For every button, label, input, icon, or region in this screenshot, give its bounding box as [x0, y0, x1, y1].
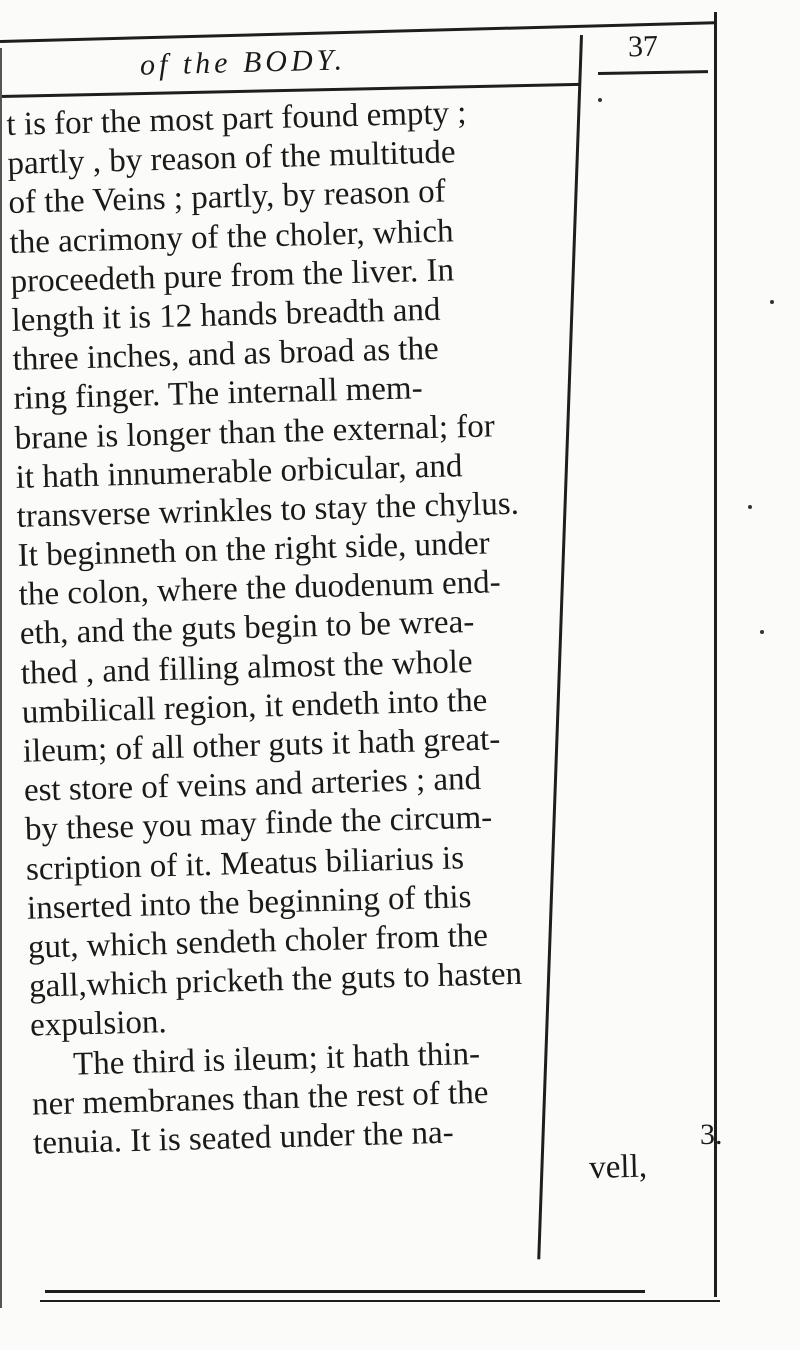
text-line: ileum; of all other guts it hath great-: [22, 721, 501, 770]
margin-column-rule: [714, 12, 717, 1297]
text-line: scription of it. Meatus biliarius is: [25, 839, 465, 888]
text-line: eth, and the guts begin to be wrea-: [19, 604, 475, 653]
body-text: [6, 90, 660, 1203]
text-line: proceedeth pure from the liver. In: [10, 252, 455, 300]
paragraph-start-line: The third is ileum; it hath thin-: [72, 1035, 481, 1083]
text-line: length it is 12 hands breadth and: [11, 291, 441, 339]
running-head: of the BODY.: [139, 43, 347, 82]
text-line: by these you may finde the circum-: [24, 799, 493, 849]
text-line: t is for the most part found empty ;: [6, 94, 467, 143]
ink-speck: [598, 98, 602, 102]
text-line: the colon, where the duodenum end-: [18, 564, 502, 614]
ink-speck: [770, 300, 774, 304]
text-line: umbilicall region, it endeth into the: [21, 682, 488, 731]
ink-speck: [748, 505, 752, 509]
ink-speck: [760, 630, 764, 634]
bottom-rule-outer: [40, 1300, 720, 1302]
text-line: expulsion.: [29, 1004, 168, 1044]
text-line: three inches, and as broad as the: [12, 330, 440, 379]
text-line: thed , and filling almost the whole: [20, 643, 474, 692]
text-line: est store of veins and arteries ; and: [23, 760, 482, 809]
text-line: of the Veins ; partly, by reason of: [8, 173, 447, 222]
text-line: partly , by reason of the multitude: [7, 134, 456, 183]
bottom-rule: [45, 1290, 645, 1293]
text-line: It beginneth on the right side, under: [17, 525, 491, 574]
top-rule: [0, 21, 715, 43]
text-line: tenuia. It is seated under the na-: [32, 1114, 455, 1162]
left-edge-rule: [0, 48, 2, 1308]
text-line: gut, which sendeth choler from the: [27, 917, 489, 966]
text-line: ner membranes than the rest of the: [31, 1074, 489, 1123]
text-line: brane is longer than the external; for: [14, 407, 496, 457]
margin-note: 3.: [700, 1118, 723, 1151]
page-number: 37: [627, 29, 659, 64]
catchword-line: vell,: [588, 1148, 648, 1187]
text-line: ring finger. The internall mem-: [13, 370, 424, 418]
text-line: gall,which pricketh the guts to hasten: [28, 955, 523, 1005]
page-number-rule: [598, 70, 708, 75]
text-line: inserted into the beginning of this: [26, 878, 472, 927]
text-line: transverse wrinkles to stay the chylus.: [16, 485, 520, 535]
text-line: it hath innumerable orbicular, and: [15, 447, 463, 496]
text-line: the acrimony of the choler, which: [9, 212, 454, 261]
